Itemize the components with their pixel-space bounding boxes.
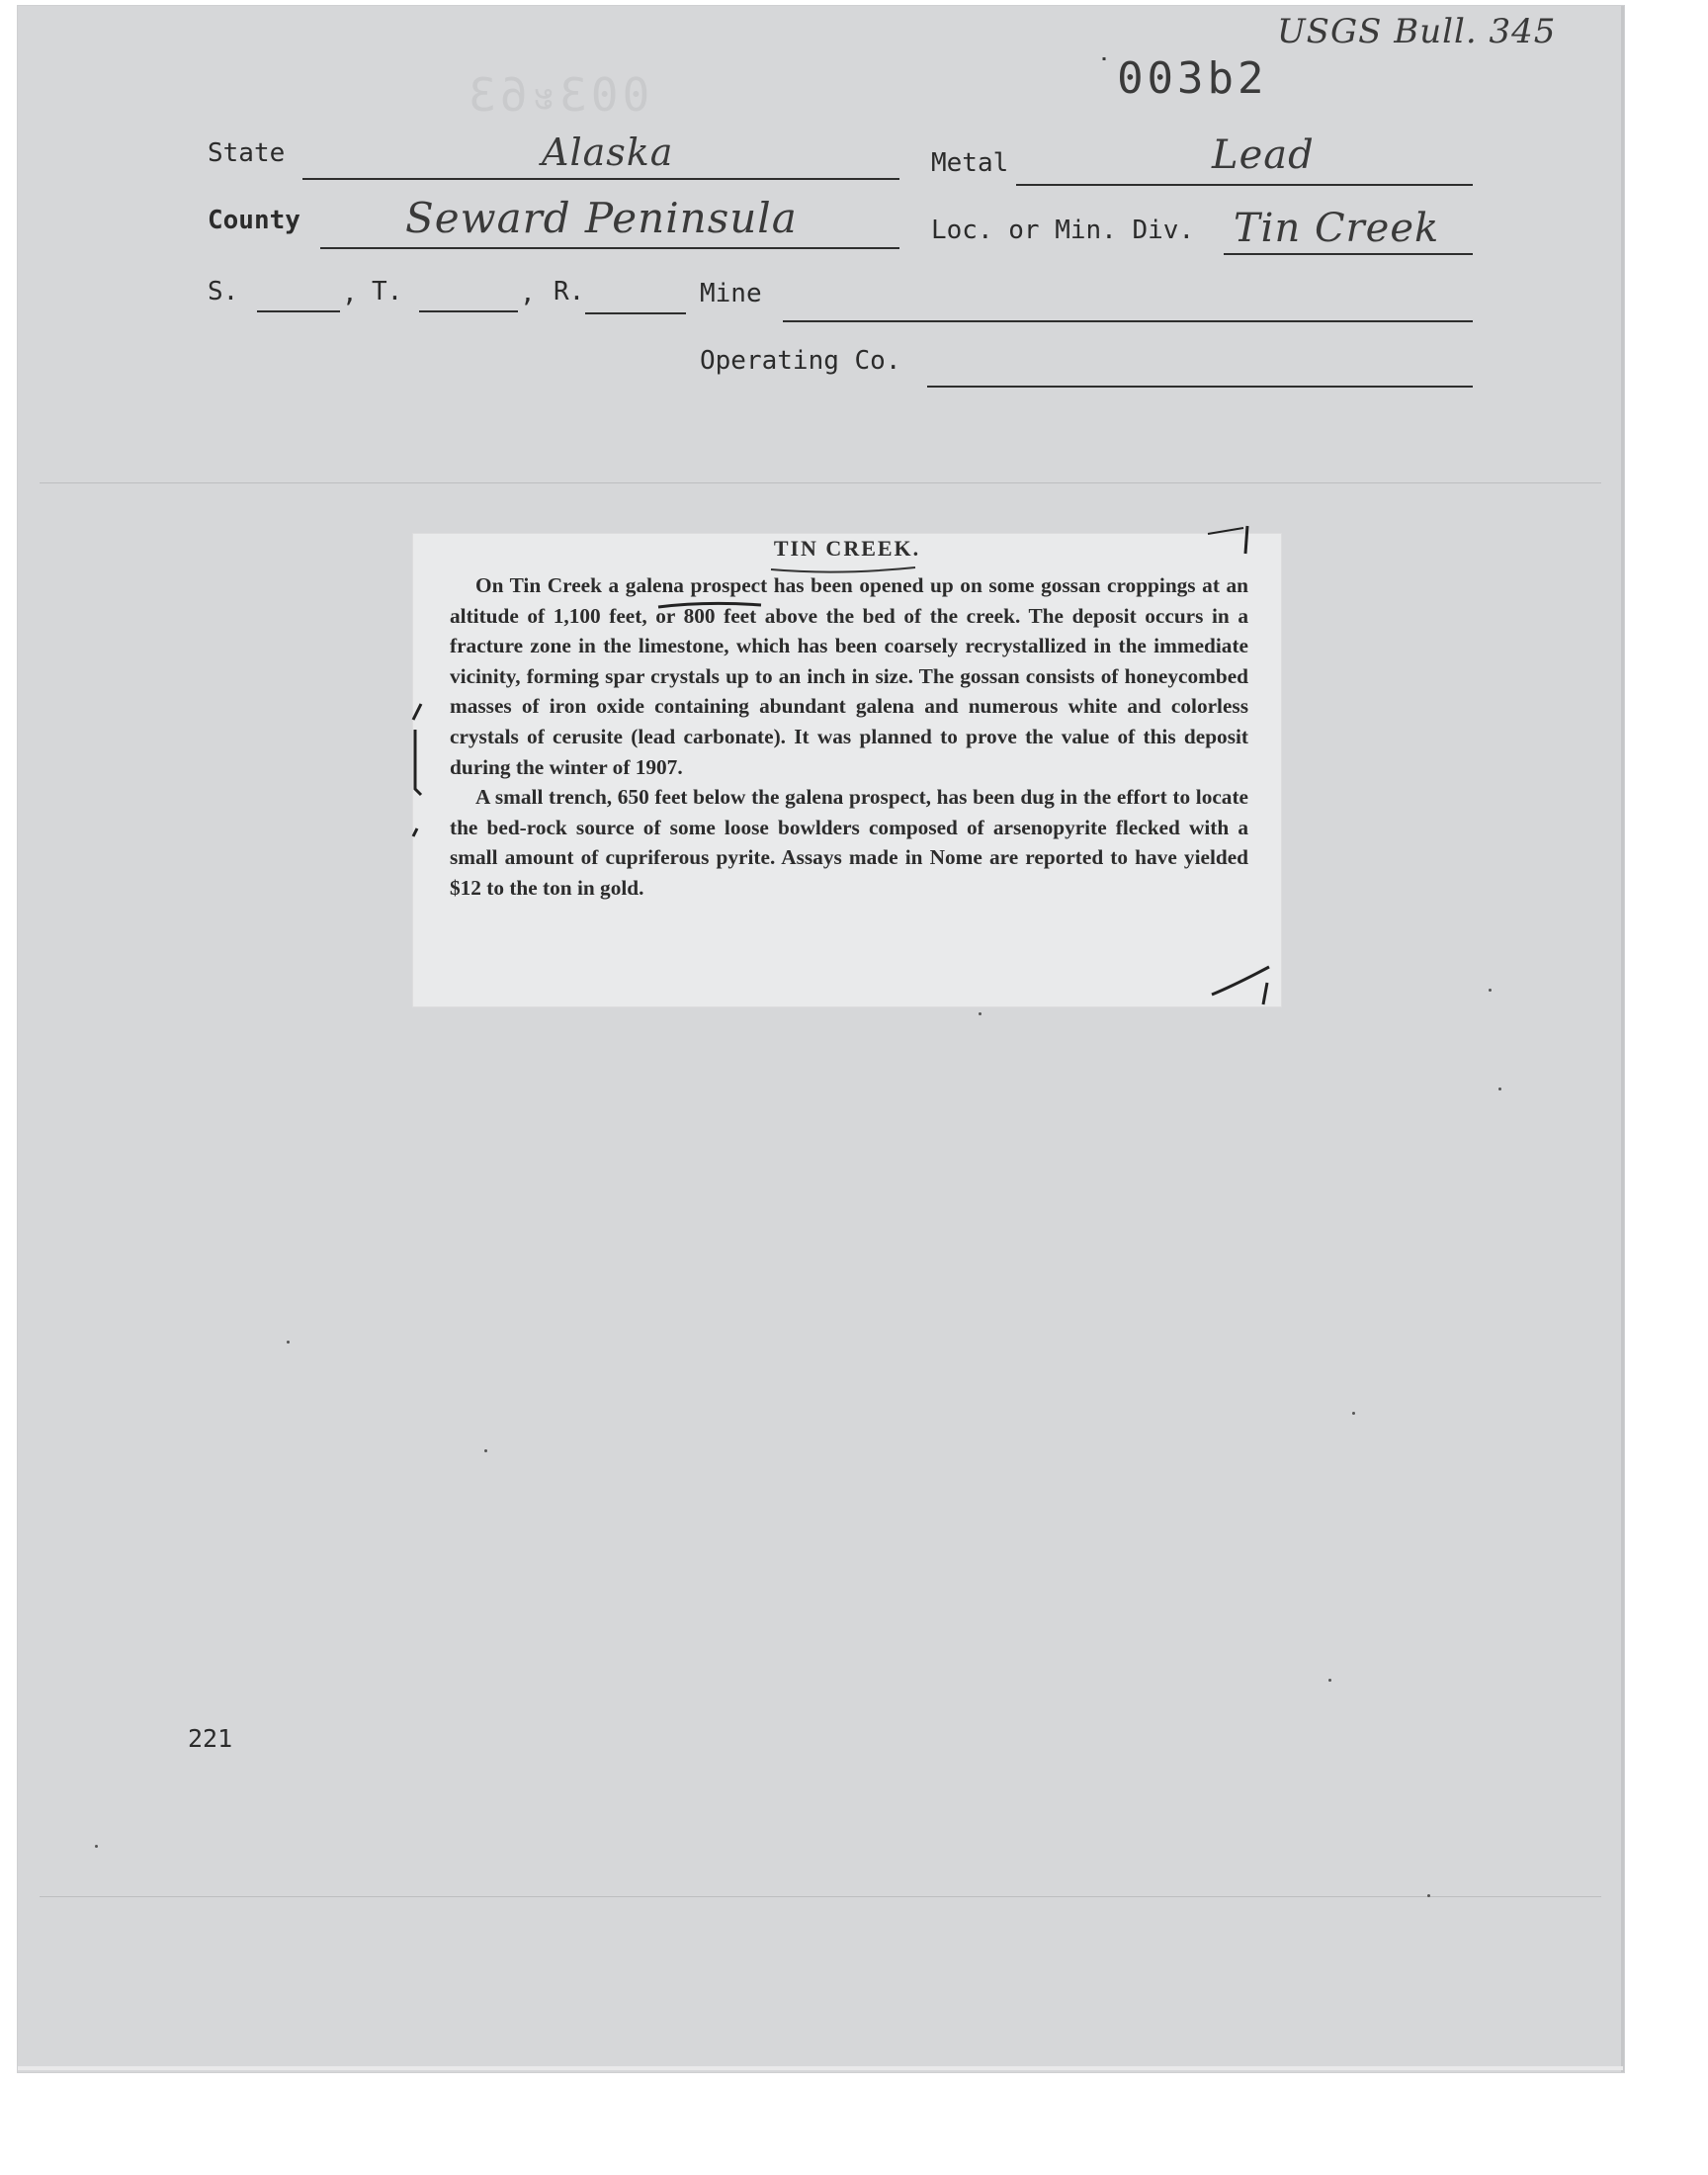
- scan-artifact-line: [40, 1896, 1601, 1897]
- loc-line: [1224, 253, 1473, 255]
- clipping-body: [450, 570, 1248, 904]
- operating-line: [927, 386, 1473, 388]
- scan-speck: [1328, 1679, 1331, 1682]
- clipping-paragraph: On Tin Creek a galena prospect has been opened up on some gossan croppings at an altitude of 1,100 feet, or 800 feet above the bed of the creek. The deposit occurs in a fracture zone in the limestone, which has been coarsely recrystallized in the immediate vicinity, forming spar crystals up to an inch in size. The gossan consists of honeycombed masses of iron oxide containing abundant galena and numerous white and colorless crystals of cerusite (lead carbonate). It was planned to prove the value of this deposit during the winter of 1907.: [450, 573, 1248, 779]
- section-line: [257, 310, 340, 312]
- loc-label: Loc. or Min. Div.: [931, 216, 1195, 245]
- pencil-mark-top-right: [1204, 524, 1263, 564]
- metal-label: Metal: [931, 148, 1009, 178]
- metal-value: Lead: [1212, 132, 1315, 178]
- comma: ,: [342, 279, 358, 308]
- mine-label: Mine: [700, 279, 762, 308]
- state-line: [302, 178, 899, 180]
- mine-line: [783, 320, 1473, 322]
- clipping-title: TIN CREEK.: [773, 536, 921, 561]
- operating-label: Operating Co.: [700, 346, 901, 376]
- state-label: State: [208, 138, 286, 168]
- serial-number: [1095, 53, 1268, 104]
- township-line: [419, 310, 518, 312]
- scan-speck: [287, 1341, 290, 1344]
- serial-dot: ˙: [1095, 53, 1118, 88]
- township-label: T.: [372, 277, 403, 306]
- pencil-mark-bottom-right: [1206, 955, 1275, 1010]
- pencil-bracket-left: [407, 700, 437, 838]
- state-value: Alaska: [542, 130, 674, 174]
- county-label: County: [208, 206, 300, 235]
- range-label: R.: [554, 277, 585, 306]
- metal-line: [1016, 184, 1473, 186]
- scan-speck: [1489, 989, 1492, 992]
- text-clipping: [413, 534, 1281, 1006]
- serial-number-ghost: 003ะ63: [465, 68, 650, 122]
- serial-digits: 003b2: [1117, 53, 1268, 104]
- scan-speck: [95, 1845, 98, 1848]
- page-number: 221: [188, 1724, 233, 1753]
- comma: ,: [520, 279, 536, 308]
- scan-speck: [1352, 1412, 1355, 1415]
- county-line: [320, 247, 899, 249]
- scan-speck: [484, 1449, 487, 1452]
- clipping-paragraph: A small trench, 650 feet below the galena prospect, has been dug in the effort to locate the bed-rock source of some loose bowlders composed of arsenopyrite flecked with a small amount of cupriferous pyrite. Assays made in Nome are reported to have yielded $12 to the ton in gold.: [450, 785, 1248, 900]
- document-sheet: [18, 6, 1624, 2072]
- section-label: S.: [208, 277, 239, 306]
- source-note: USGS Bull. 345: [1277, 12, 1557, 51]
- scan-speck: [979, 1012, 982, 1015]
- scan-speck: [1498, 1088, 1501, 1090]
- sheet-edge: [18, 2066, 1623, 2070]
- range-line: [585, 312, 686, 314]
- county-value: Seward Peninsula: [405, 194, 798, 242]
- loc-value: Tin Creek: [1234, 206, 1440, 251]
- scan-speck: [1427, 1894, 1430, 1897]
- scan-artifact-line: [40, 482, 1601, 483]
